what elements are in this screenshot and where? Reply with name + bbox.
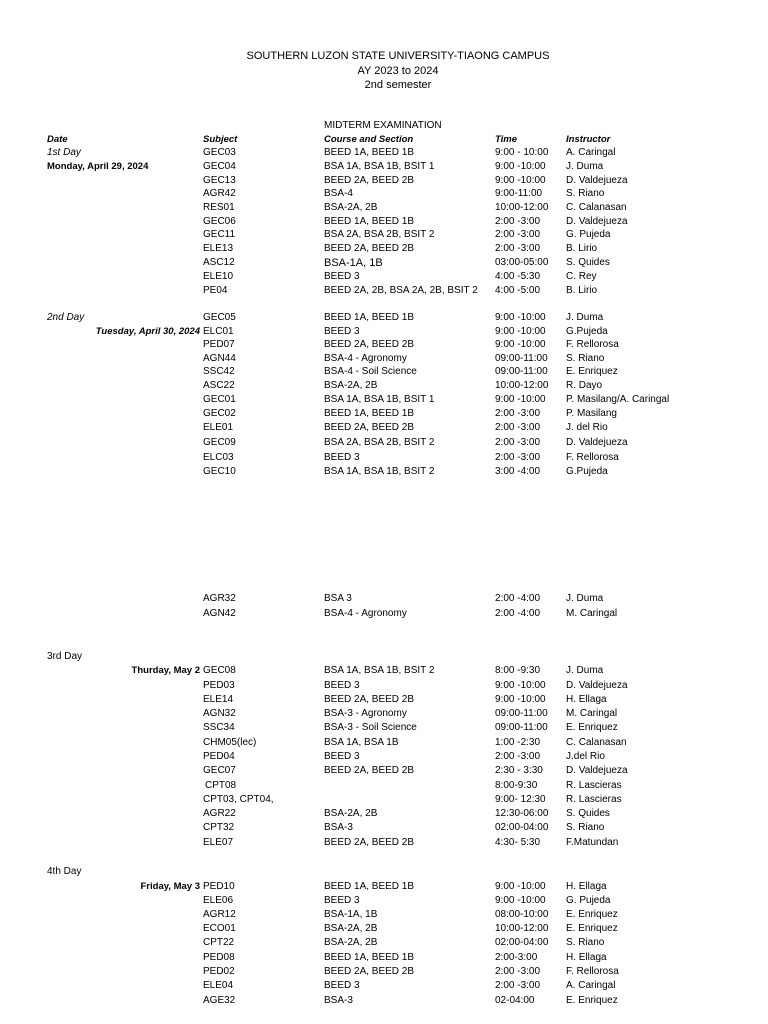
subject-cell: GEC01 [203, 394, 236, 405]
day-label: 4th Day [47, 866, 82, 877]
instructor-cell: G.Pujeda [566, 466, 608, 477]
instructor-cell: E. Enriquez [566, 722, 618, 733]
exam-title: MIDTERM EXAMINATION [324, 120, 442, 131]
instructor-cell: S. Quides [566, 808, 610, 819]
course-cell: BSA-3 [324, 995, 353, 1006]
time-cell: 08:00-10:00 [495, 909, 549, 920]
instructor-cell: D. Valdejueza [566, 216, 628, 227]
course-cell: BSA-1A, 1B [324, 909, 378, 920]
instructor-cell: R. Lascieras [566, 794, 622, 805]
instructor-cell: E. Enriquez [566, 909, 618, 920]
instructor-cell: F. Rellorosa [566, 966, 619, 977]
academic-year: AY 2023 to 2024 [357, 65, 439, 77]
course-cell: BEED 3 [324, 895, 360, 906]
time-cell: 03:00-05:00 [495, 257, 549, 268]
subject-cell: ELE01 [203, 422, 234, 433]
subject-cell: GEC06 [203, 216, 236, 227]
time-cell: 2:00 -4:00 [495, 593, 541, 604]
course-cell: BSA-2A, 2B [324, 937, 378, 948]
time-cell: 2:00 -4:00 [495, 608, 541, 619]
subject-cell: SSC34 [203, 722, 235, 733]
instructor-cell: J. Duma [566, 161, 604, 172]
instructor-cell: B. Lirio [566, 243, 598, 254]
instructor-cell: F.Matundan [566, 837, 619, 848]
course-cell: BSA-2A, 2B [324, 808, 378, 819]
instructor-cell: R. Lascieras [566, 780, 622, 791]
subject-cell: PED08 [203, 952, 235, 963]
university-title: SOUTHERN LUZON STATE UNIVERSITY-TIAONG CAMPUS [246, 50, 550, 62]
course-cell: BEED 2A, BEED 2B [324, 243, 415, 254]
course-cell: BSA 1A, BSA 1B, BSIT 2 [324, 665, 435, 676]
course-cell: BSA-1A, 1B [324, 257, 383, 269]
course-cell: BEED 2A, 2B, BSA 2A, 2B, BSIT 2 [324, 285, 478, 296]
subject-cell: AGR22 [203, 808, 236, 819]
time-cell: 9:00 - 10:00 [495, 147, 549, 158]
subject-cell: CPT08 [205, 780, 237, 791]
time-cell: 9:00 -10:00 [495, 161, 546, 172]
subject-cell: PE04 [203, 285, 228, 296]
subject-cell: ELE06 [203, 895, 234, 906]
instructor-cell: E. Enriquez [566, 995, 618, 1006]
subject-cell: CPT03, CPT04, [203, 794, 274, 805]
day-date: Monday, April 29, 2024 [47, 161, 149, 172]
instructor-cell: A. Caringal [566, 147, 616, 158]
time-cell: 2:00 -3:00 [495, 980, 541, 991]
instructor-cell: S. Quides [566, 257, 610, 268]
course-cell: BSA 1A, BSA 1B [324, 737, 399, 748]
subject-cell: ELC03 [203, 452, 234, 463]
time-cell: 2:00 -3:00 [495, 216, 541, 227]
time-cell: 4:00 -5:00 [495, 285, 541, 296]
course-cell: BEED 2A, BEED 2B [324, 175, 415, 186]
course-cell: BEED 3 [324, 271, 360, 282]
instructor-cell: S. Riano [566, 353, 605, 364]
time-cell: 09:00-11:00 [495, 722, 548, 733]
time-cell: 9:00 -10:00 [495, 895, 546, 906]
instructor-cell: S. Riano [566, 188, 605, 199]
course-cell: BSA 1A, BSA 1B, BSIT 1 [324, 161, 435, 172]
instructor-cell: H. Ellaga [566, 881, 607, 892]
column-header-subject: Subject [203, 134, 238, 145]
subject-cell: AGR32 [203, 593, 236, 604]
time-cell: 9:00 -10:00 [495, 694, 546, 705]
instructor-cell: P. Masilang [566, 408, 617, 419]
instructor-cell: G. Pujeda [566, 229, 611, 240]
time-cell: 2:00 -3:00 [495, 437, 541, 448]
instructor-cell: D. Valdejueza [566, 680, 628, 691]
time-cell: 9:00 -10:00 [495, 312, 546, 323]
time-cell: 8:00 -9:30 [495, 665, 541, 676]
column-header-date: Date [47, 134, 68, 145]
course-cell: BEED 2A, BEED 2B [324, 422, 415, 433]
subject-cell: AGR42 [203, 188, 236, 199]
course-cell: BSA-3 - Soil Science [324, 722, 417, 733]
subject-cell: AGE32 [203, 995, 236, 1006]
subject-cell: GEC09 [203, 437, 236, 448]
subject-cell: GEC04 [203, 161, 236, 172]
course-cell: BSA-4 - Soil Science [324, 366, 417, 377]
course-cell: BEED 3 [324, 452, 360, 463]
subject-cell: GEC11 [203, 229, 236, 240]
subject-cell: CPT32 [203, 822, 235, 833]
instructor-cell: M. Caringal [566, 708, 618, 719]
subject-cell: ELE10 [203, 271, 234, 282]
time-cell: 9:00-11:00 [495, 188, 543, 199]
course-cell: BSA-3 [324, 822, 353, 833]
time-cell: 09:00-11:00 [495, 353, 548, 364]
course-cell: BEED 3 [324, 751, 360, 762]
subject-cell: ASC22 [203, 380, 235, 391]
instructor-cell: J. Duma [566, 312, 604, 323]
instructor-cell: C. Rey [566, 271, 597, 282]
time-cell: 02:00-04:00 [495, 937, 549, 948]
course-cell: BEED 2A, BEED 2B [324, 966, 415, 977]
time-cell: 10:00-12:00 [495, 380, 549, 391]
time-cell: 9:00 -10:00 [495, 881, 546, 892]
subject-cell: AGN44 [203, 353, 236, 364]
time-cell: 09:00-11:00 [495, 708, 548, 719]
subject-cell: GEC10 [203, 466, 236, 477]
instructor-cell: E. Enriquez [566, 923, 618, 934]
day-date: Thurday, May 2 [131, 665, 200, 676]
course-cell: BSA-4 - Agronomy [324, 608, 407, 619]
time-cell: 2:00 -3:00 [495, 243, 541, 254]
time-cell: 2:30 - 3:30 [495, 765, 543, 776]
subject-cell: AGN32 [203, 708, 236, 719]
instructor-cell: D. Valdejueza [566, 765, 628, 776]
day-label: 1st Day [47, 147, 81, 158]
subject-cell: GEC07 [203, 765, 236, 776]
instructor-cell: B. Lirio [566, 285, 598, 296]
subject-cell: GEC13 [203, 175, 236, 186]
time-cell: 9:00 -10:00 [495, 680, 546, 691]
semester: 2nd semester [364, 79, 432, 91]
course-cell: BSA-4 - Agronomy [324, 353, 407, 364]
course-cell: BEED 1A, BEED 1B [324, 881, 415, 892]
day-date: Friday, May 3 [140, 881, 200, 892]
subject-cell: PED10 [203, 881, 235, 892]
time-cell: 3:00 -4:00 [495, 466, 541, 477]
instructor-cell: P. Masilang/A. Caringal [566, 394, 670, 405]
column-header-course: Course and Section [324, 134, 414, 145]
subject-cell: GEC08 [203, 665, 236, 676]
time-cell: 9:00 -10:00 [495, 394, 546, 405]
instructor-cell: E. Enriquez [566, 366, 618, 377]
instructor-cell: F. Rellorosa [566, 339, 619, 350]
subject-cell: CPT22 [203, 937, 235, 948]
course-cell: BEED 3 [324, 680, 360, 691]
time-cell: 2:00 -3:00 [495, 751, 541, 762]
course-cell: BSA-4 [324, 188, 353, 199]
subject-cell: PED07 [203, 339, 235, 350]
time-cell: 8:00-9:30 [495, 780, 538, 791]
course-cell: BEED 1A, BEED 1B [324, 952, 415, 963]
subject-cell: ELC01 [203, 326, 234, 337]
subject-cell: ELE04 [203, 980, 234, 991]
column-header-time: Time [495, 134, 518, 145]
course-cell: BSA-3 - Agronomy [324, 708, 407, 719]
day-date: Tuesday, April 30, 2024 [95, 326, 200, 337]
instructor-cell: G. Pujeda [566, 895, 611, 906]
course-cell: BEED 2A, BEED 2B [324, 694, 415, 705]
instructor-cell: J. Duma [566, 665, 604, 676]
course-cell: BSA 1A, BSA 1B, BSIT 2 [324, 466, 435, 477]
instructor-cell: G.Pujeda [566, 326, 608, 337]
course-cell: BEED 3 [324, 326, 360, 337]
subject-cell: SSC42 [203, 366, 235, 377]
instructor-cell: S. Riano [566, 937, 605, 948]
instructor-cell: H. Ellaga [566, 952, 607, 963]
time-cell: 2:00-3:00 [495, 952, 538, 963]
time-cell: 2:00 -3:00 [495, 422, 541, 433]
subject-cell: PED03 [203, 680, 235, 691]
course-cell: BEED 2A, BEED 2B [324, 837, 415, 848]
course-cell: BSA 3 [324, 593, 352, 604]
time-cell: 02-04:00 [495, 995, 535, 1006]
instructor-cell: H. Ellaga [566, 694, 607, 705]
subject-cell: ELE07 [203, 837, 234, 848]
time-cell: 2:00 -3:00 [495, 452, 541, 463]
course-cell: BSA-2A, 2B [324, 380, 378, 391]
subject-cell: GEC02 [203, 408, 236, 419]
course-cell: BEED 1A, BEED 1B [324, 147, 415, 158]
time-cell: 9:00 -10:00 [495, 175, 546, 186]
subject-cell: ASC12 [203, 257, 235, 268]
time-cell: 9:00 -10:00 [495, 339, 546, 350]
course-cell: BEED 1A, BEED 1B [324, 408, 415, 419]
instructor-cell: J. del Rio [566, 422, 608, 433]
time-cell: 02:00-04:00 [495, 822, 549, 833]
course-cell: BEED 2A, BEED 2B [324, 339, 415, 350]
time-cell: 9:00- 12:30 [495, 794, 546, 805]
course-cell: BEED 2A, BEED 2B [324, 765, 415, 776]
instructor-cell: D. Valdejueza [566, 175, 628, 186]
time-cell: 4:00 -5:30 [495, 271, 541, 282]
subject-cell: ECO01 [203, 923, 236, 934]
subject-cell: RES01 [203, 202, 235, 213]
subject-cell: AGR12 [203, 909, 236, 920]
time-cell: 9:00 -10:00 [495, 326, 546, 337]
day-label: 3rd Day [47, 651, 83, 662]
instructor-cell: F. Rellorosa [566, 452, 619, 463]
course-cell: BSA 2A, BSA 2B, BSIT 2 [324, 437, 435, 448]
subject-cell: ELE13 [203, 243, 234, 254]
time-cell: 4:30- 5:30 [495, 837, 541, 848]
instructor-cell: S. Riano [566, 822, 605, 833]
time-cell: 2:00 -3:00 [495, 966, 541, 977]
column-header-instructor: Instructor [566, 134, 611, 145]
time-cell: 2:00 -3:00 [495, 229, 541, 240]
time-cell: 1:00 -2:30 [495, 737, 541, 748]
instructor-cell: J.del Rio [566, 751, 605, 762]
instructor-cell: D. Valdejueza [566, 437, 628, 448]
subject-cell: ELE14 [203, 694, 234, 705]
time-cell: 10:00-12:00 [495, 202, 549, 213]
subject-cell: PED04 [203, 751, 235, 762]
subject-cell: AGN42 [203, 608, 236, 619]
time-cell: 2:00 -3:00 [495, 408, 541, 419]
course-cell: BSA-2A, 2B [324, 202, 378, 213]
instructor-cell: M. Caringal [566, 608, 618, 619]
day-label: 2nd Day [47, 312, 85, 323]
course-cell: BEED 1A, BEED 1B [324, 312, 415, 323]
subject-cell: GEC03 [203, 147, 236, 158]
instructor-cell: C. Calanasan [566, 202, 627, 213]
course-cell: BSA 1A, BSA 1B, BSIT 1 [324, 394, 435, 405]
course-cell: BSA 2A, BSA 2B, BSIT 2 [324, 229, 435, 240]
course-cell: BEED 3 [324, 980, 360, 991]
time-cell: 12:30-06:00 [495, 808, 549, 819]
instructor-cell: C. Calanasan [566, 737, 627, 748]
subject-cell: GEC05 [203, 312, 236, 323]
instructor-cell: A. Caringal [566, 980, 616, 991]
subject-cell: PED02 [203, 966, 235, 977]
instructor-cell: J. Duma [566, 593, 604, 604]
time-cell: 10:00-12:00 [495, 923, 549, 934]
time-cell: 09:00-11:00 [495, 366, 548, 377]
course-cell: BEED 1A, BEED 1B [324, 216, 415, 227]
course-cell: BSA-2A, 2B [324, 923, 378, 934]
instructor-cell: R. Dayo [566, 380, 603, 391]
subject-cell: CHM05(lec) [203, 737, 257, 748]
